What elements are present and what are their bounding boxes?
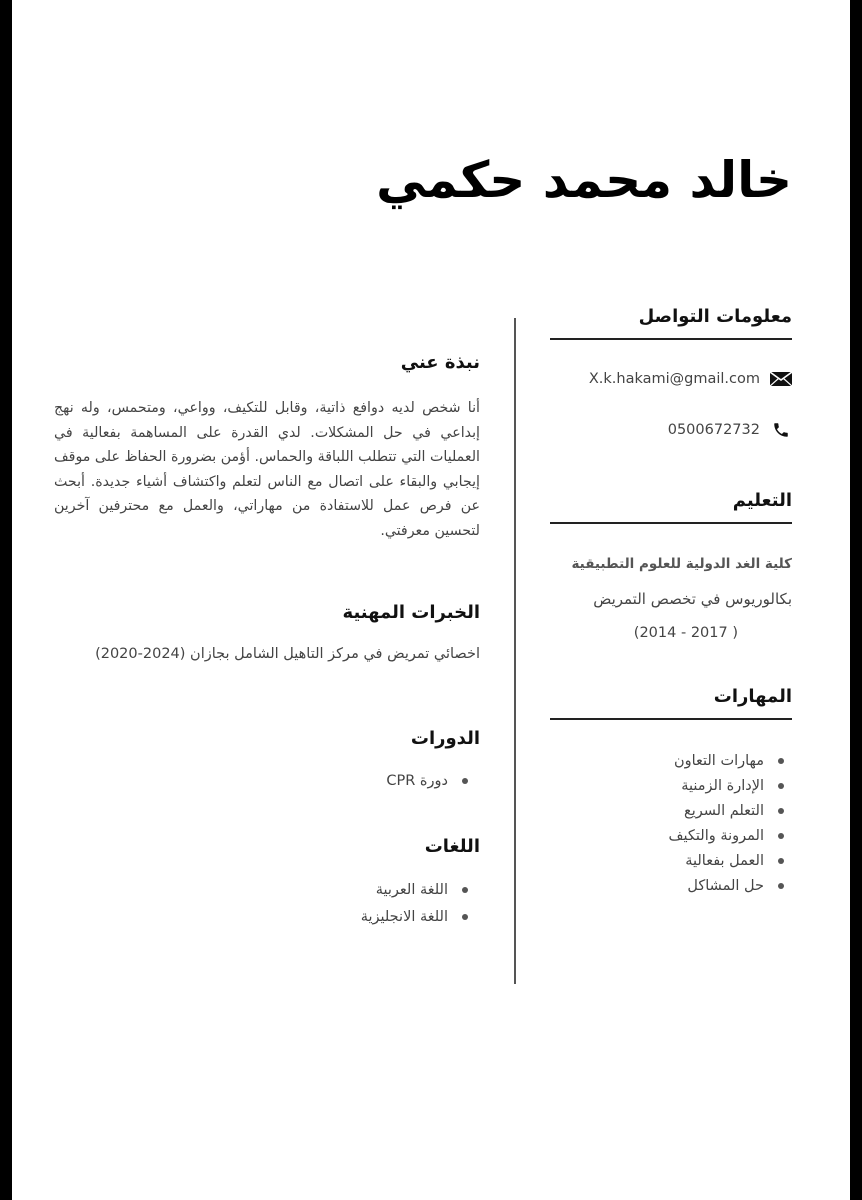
skill-label: العمل بفعالية xyxy=(685,852,764,869)
list-item xyxy=(361,876,468,903)
bullet-icon xyxy=(462,914,468,920)
about-heading: نبذة عني xyxy=(400,352,480,373)
phone-icon xyxy=(770,421,792,439)
skills-heading: المهارات xyxy=(713,686,792,707)
bullet-icon xyxy=(778,758,784,764)
list-item xyxy=(669,848,784,873)
list-item xyxy=(669,798,784,823)
list-item xyxy=(669,823,784,848)
list-item xyxy=(386,768,468,793)
skill-label: حل المشاكل xyxy=(687,877,764,894)
contact-heading: معلومات التواصل xyxy=(638,306,792,327)
email-value[interactable]: X.k.hakami@gmail.com xyxy=(588,371,760,387)
languages-heading: اللغات xyxy=(424,836,480,857)
education-years: ( 2017 - 2014) xyxy=(633,625,738,641)
language-label: اللغة العربية xyxy=(375,881,448,898)
bullet-icon xyxy=(778,883,784,889)
language-label: اللغة الانجليزية xyxy=(360,908,448,925)
languages-list xyxy=(361,876,468,930)
experience-item: اخصائي تمريض في مركز التاهيل الشامل بجازان (2024-2020) xyxy=(95,646,480,662)
contact-heading-rule xyxy=(550,338,792,340)
bullet-icon xyxy=(462,887,468,893)
list-item xyxy=(669,773,784,798)
course-label: دورة CPR xyxy=(386,772,448,789)
skill-label: الإدارة الزمنية xyxy=(681,777,764,794)
resume-page xyxy=(12,0,850,1200)
experience-heading: الخبرات المهنية xyxy=(342,602,480,623)
courses-heading: الدورات xyxy=(410,728,480,749)
education-heading: التعليم xyxy=(732,490,792,511)
bullet-icon xyxy=(778,858,784,864)
envelope-icon xyxy=(770,370,792,388)
courses-list xyxy=(386,768,468,793)
education-institution: كلية الغد الدولية للعلوم التطبيقية xyxy=(571,556,792,572)
about-text: أنا شخص لديه دوافع ذاتية، وقابل للتكيف، وواعي، ومتحمس، وله نهج إبداعي في حل المشكلات. لدي القدرة على المساهمة بفعالية في العمليات التي تتطلب اللباقة والحماس. أؤمن بضرورة الحفاظ على موقف إيجابي والبقاء على اتصال مع الناس لتعلم واكتشاف أشياء جديدة. أبحث عن فرص عمل للاستفادة من مهاراتي، والعمل مع محترفين آخرين لتحسين معرفتي. xyxy=(54,400,480,539)
skill-label: مهارات التعاون xyxy=(673,752,764,769)
phone-row xyxy=(668,421,792,439)
education-heading-rule xyxy=(550,522,792,524)
bullet-icon xyxy=(778,783,784,789)
column-divider xyxy=(514,318,516,984)
email-row xyxy=(589,370,792,388)
bullet-icon xyxy=(778,808,784,814)
person-name: خالد محمد حكمي xyxy=(376,151,792,209)
education-degree: بكالوريوس في تخصص التمريض xyxy=(593,590,792,608)
bullet-icon xyxy=(462,778,468,784)
skill-label: التعلم السريع xyxy=(683,802,764,819)
skill-label: المرونة والتكيف xyxy=(668,827,764,844)
skills-list xyxy=(669,748,784,898)
skills-heading-rule xyxy=(550,718,792,720)
list-item xyxy=(669,748,784,773)
phone-value[interactable]: 0500672732 xyxy=(667,422,760,438)
list-item xyxy=(669,873,784,898)
bullet-icon xyxy=(778,833,784,839)
list-item xyxy=(361,903,468,930)
